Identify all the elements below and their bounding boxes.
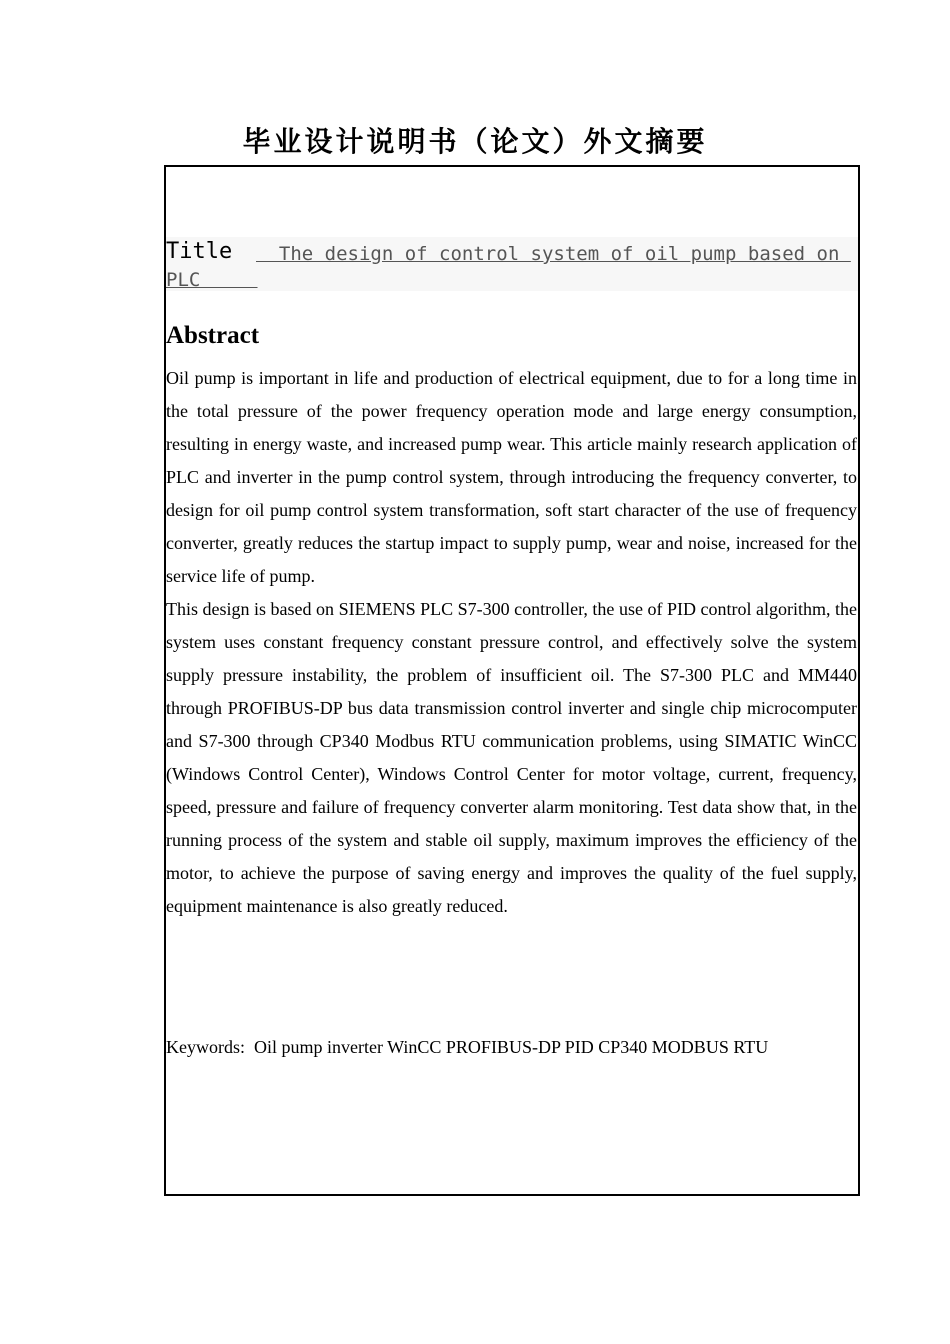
thesis-title-line-1: The design of control system of oil pump based on bbox=[256, 243, 851, 265]
abstract-paragraph-2: This design is based on SIEMENS PLC S7-300 controller, the use of PID control algorithm, the system uses constant frequency constant pressure control, and effectively solve the system supply pressure instability, the problem of insufficient oil. The S7-300 PLC and MM440 through PROFIBUS-DP bus data transmission control inverter and single chip microcomputer and S7-300 through CP340 Modbus RTU communication problems, using SIMATIC WinCC (Windows Control Center), Windows Control Center for motor voltage, current, frequency, speed, pressure and failure of frequency converter alarm monitoring. Test data show that, in the running process of the system and stable oil supply, maximum improves the efficiency of the motor, to achieve the purpose of saving energy and improves the quality of the fuel supply, equipment maintenance is also greatly reduced. bbox=[166, 599, 857, 916]
thesis-title-row bbox=[166, 237, 858, 291]
thesis-title-line-2: PLC bbox=[166, 269, 258, 291]
abstract-frame bbox=[164, 165, 860, 1196]
page-title: 毕业设计说明书（论文）外文摘要 bbox=[242, 125, 708, 158]
abstract-paragraph-1: Oil pump is important in life and production of electrical equipment, due to for a long time in the total pressure of the power frequency operation mode and large energy consumption, resulting in energy waste, and increased pump wear. This article mainly research application of PLC and inverter in the pump control system, through introducing the frequency converter, to design for oil pump control system transformation, soft start character of the use of frequency converter, greatly reduces the startup impact to supply pump, wear and noise, increased for the service life of pump. bbox=[166, 368, 857, 586]
abstract-heading: Abstract bbox=[166, 322, 260, 349]
keywords-line: Keywords: Oil pump inverter WinCC PROFIBUS-DP PID CP340 MODBUS RTU bbox=[166, 1037, 769, 1057]
abstract-body bbox=[166, 362, 857, 923]
title-label: Title bbox=[166, 239, 233, 264]
